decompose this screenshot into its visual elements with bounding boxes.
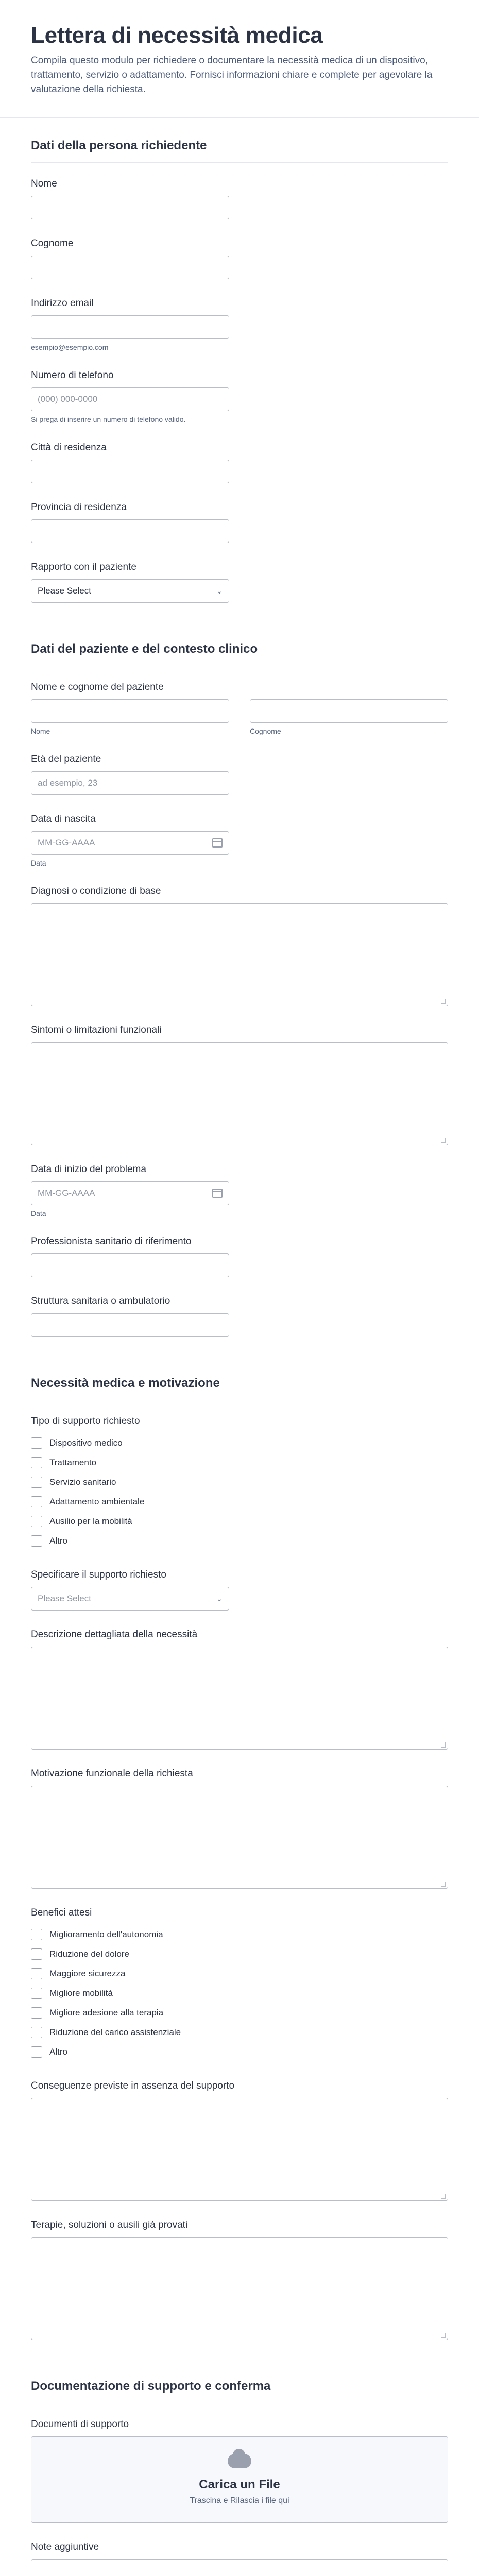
field-label: Tipo di supporto richiesto (31, 1416, 140, 1427)
rapporto-select[interactable] (31, 579, 229, 603)
birthdate-input[interactable] (31, 831, 229, 855)
upload-title: Carica un File (199, 2478, 280, 2492)
field-tipo (31, 1416, 448, 1551)
field-motivazione (31, 1768, 448, 1889)
section-requester (31, 118, 448, 603)
struttura-input[interactable] (31, 1313, 229, 1337)
checkbox-option[interactable] (31, 1472, 448, 1492)
specificare-select[interactable] (31, 1587, 229, 1611)
section-title: Dati del paziente e del contesto clinico (31, 642, 448, 666)
field-citta (31, 442, 448, 483)
field-email (31, 298, 448, 351)
field-label: Cognome (31, 238, 74, 249)
page-title: Lettera di necessità medica (31, 23, 323, 48)
field-label: Benefici attesi (31, 1907, 92, 1918)
field-label: Descrizione dettagliata della necessità (31, 1629, 198, 1640)
checkbox-option[interactable] (31, 1984, 448, 2003)
option-label: Riduzione del carico assistenziale (49, 2027, 181, 2037)
section-documentation (31, 2359, 448, 2576)
select-value: Please Select (38, 1594, 91, 1603)
field-label: Nome (31, 178, 57, 189)
field-rapporto (31, 562, 448, 603)
motivazione-textarea[interactable] (31, 1786, 448, 1889)
checkbox-option[interactable] (31, 1433, 448, 1453)
field-label: Terapie, soluzioni o ausili già provati (31, 2219, 188, 2230)
field-label: Numero di telefono (31, 370, 114, 381)
phone-input[interactable]: (000) 000-0000 (31, 387, 229, 411)
chevron-down-icon: ⌄ (216, 586, 223, 595)
section-title: Dati della persona richiedente (31, 139, 448, 163)
name-row (31, 699, 448, 735)
checkbox[interactable] (31, 1988, 42, 1999)
option-label: Maggiore sicurezza (49, 1969, 126, 1978)
nome-input[interactable] (31, 196, 229, 219)
calendar-icon[interactable] (212, 1189, 223, 1198)
checkbox-option[interactable] (31, 1944, 448, 1964)
field-eta (31, 754, 448, 795)
option-label: Migliore adesione alla terapia (49, 2008, 164, 2018)
terapie-textarea[interactable] (31, 2237, 448, 2340)
file-upload-dropzone[interactable] (31, 2436, 448, 2523)
field-nome (31, 178, 448, 219)
last-name-col (250, 699, 448, 735)
option-label: Altro (49, 1536, 67, 1546)
section-title: Necessità medica e motivazione (31, 1376, 448, 1400)
checkbox-option[interactable] (31, 1964, 448, 1984)
field-label: Conseguenze previste in assenza del supporto (31, 2080, 235, 2091)
page-description: Compila questo modulo per richiedere o documentare la necessità medica di un dispositivo, trattamento, servizio o adattamento. Fornisci informazioni chiare e complete per agevolare la valutazione della richiesta. (31, 55, 433, 95)
descrizione-textarea[interactable] (31, 1647, 448, 1750)
checkbox-option[interactable] (31, 1925, 448, 1944)
checkbox[interactable] (31, 1535, 42, 1547)
field-cognome (31, 238, 448, 279)
provincia-input[interactable] (31, 519, 229, 543)
option-label: Dispositivo medico (49, 1438, 123, 1448)
field-label: Città di residenza (31, 442, 107, 453)
checkbox[interactable] (31, 1968, 42, 1979)
field-label: Struttura sanitaria o ambulatorio (31, 1296, 170, 1307)
sublabel: Cognome (250, 727, 281, 735)
field-label: Professionista sanitario di riferimento (31, 1236, 192, 1247)
field-label: Età del paziente (31, 754, 101, 765)
field-inizio (31, 1164, 448, 1217)
checkbox[interactable] (31, 2027, 42, 2038)
option-label: Migliore mobilità (49, 1988, 113, 1998)
field-nome-cognome (31, 682, 448, 735)
checkbox-option[interactable] (31, 1531, 448, 1551)
field-professionista (31, 1236, 448, 1277)
select-value: Please Select (38, 586, 91, 596)
field-sintomi (31, 1025, 448, 1145)
option-label: Ausilio per la mobilità (49, 1516, 132, 1526)
patient-first-name-input[interactable] (31, 699, 229, 723)
checkbox-option[interactable] (31, 1453, 448, 1472)
checkbox[interactable] (31, 1929, 42, 1940)
conseguenze-textarea[interactable] (31, 2098, 448, 2201)
field-label: Specificare il supporto richiesto (31, 1569, 166, 1580)
cognome-input[interactable] (31, 256, 229, 279)
section-necessity (31, 1355, 448, 2340)
form-header (0, 0, 479, 118)
field-label: Diagnosi o condizione di base (31, 886, 161, 896)
professionista-input[interactable] (31, 1253, 229, 1277)
section-patient (31, 621, 448, 1337)
option-label: Adattamento ambientale (49, 1497, 145, 1506)
eta-input[interactable]: ad esempio, 23 (31, 771, 229, 795)
field-label: Note aggiuntive (31, 2541, 99, 2552)
field-benefici (31, 1907, 448, 2062)
calendar-icon[interactable] (212, 838, 223, 848)
field-label: Indirizzo email (31, 298, 94, 309)
field-label: Sintomi o limitazioni funzionali (31, 1025, 162, 1036)
field-label: Nome e cognome del paziente (31, 682, 164, 692)
date-placeholder: MM-GG-AAAA (38, 1188, 95, 1198)
field-struttura (31, 1296, 448, 1337)
field-nascita (31, 814, 448, 867)
checkbox-option[interactable] (31, 2003, 448, 2023)
field-label: Data di nascita (31, 814, 96, 824)
field-label: Motivazione funzionale della richiesta (31, 1768, 193, 1779)
checkbox[interactable] (31, 2007, 42, 2019)
option-label: Trattamento (49, 1458, 97, 1467)
phone-hint: Si prega di inserire un numero di telefono valido. (31, 415, 186, 423)
section-title: Documentazione di supporto e conferma (31, 2379, 448, 2403)
checkbox[interactable] (31, 2046, 42, 2058)
field-label: Documenti di supporto (31, 2419, 129, 2430)
date-hint: Data (31, 1209, 46, 1217)
email-input[interactable] (31, 315, 229, 339)
date-placeholder: MM-GG-AAAA (38, 838, 95, 848)
checkbox[interactable] (31, 1437, 42, 1449)
option-label: Altro (49, 2047, 67, 2057)
checkbox[interactable] (31, 1496, 42, 1507)
field-conseguenze (31, 2080, 448, 2201)
field-label: Data di inizio del problema (31, 1164, 146, 1175)
email-hint: esempio@esempio.com (31, 343, 109, 351)
field-specificare (31, 1569, 448, 1611)
field-phone (31, 370, 448, 423)
field-note (31, 2541, 448, 2576)
patient-last-name-input[interactable] (250, 699, 448, 723)
cloud-upload-icon (228, 2454, 251, 2468)
field-label: Provincia di residenza (31, 502, 127, 513)
date-hint: Data (31, 859, 46, 867)
checkbox[interactable] (31, 1948, 42, 1960)
field-provincia (31, 502, 448, 543)
field-label: Rapporto con il paziente (31, 562, 136, 572)
citta-input[interactable] (31, 460, 229, 483)
upload-subtitle: Trascina e Rilascia i file qui (190, 2496, 289, 2505)
sublabel: Nome (31, 727, 50, 735)
onset-date-input[interactable] (31, 1181, 229, 1205)
checkbox[interactable] (31, 1457, 42, 1468)
checkbox[interactable] (31, 1477, 42, 1488)
checkbox[interactable] (31, 1516, 42, 1527)
first-name-col (31, 699, 229, 735)
sintomi-textarea[interactable] (31, 1042, 448, 1145)
field-terapie (31, 2219, 448, 2340)
checkbox-option[interactable] (31, 1492, 448, 1512)
option-label: Miglioramento dell'autonomia (49, 1929, 163, 1939)
field-descrizione (31, 1629, 448, 1750)
checkbox-option[interactable] (31, 2023, 448, 2042)
field-diagnosi (31, 886, 448, 1006)
diagnosi-textarea[interactable] (31, 903, 448, 1006)
note-textarea[interactable] (31, 2559, 448, 2576)
checkbox-option[interactable] (31, 1512, 448, 1531)
option-label: Riduzione del dolore (49, 1949, 129, 1959)
option-label: Servizio sanitario (49, 1477, 116, 1487)
chevron-down-icon: ⌄ (216, 1594, 223, 1603)
field-documenti (31, 2419, 448, 2523)
checkbox-option[interactable] (31, 2042, 448, 2062)
